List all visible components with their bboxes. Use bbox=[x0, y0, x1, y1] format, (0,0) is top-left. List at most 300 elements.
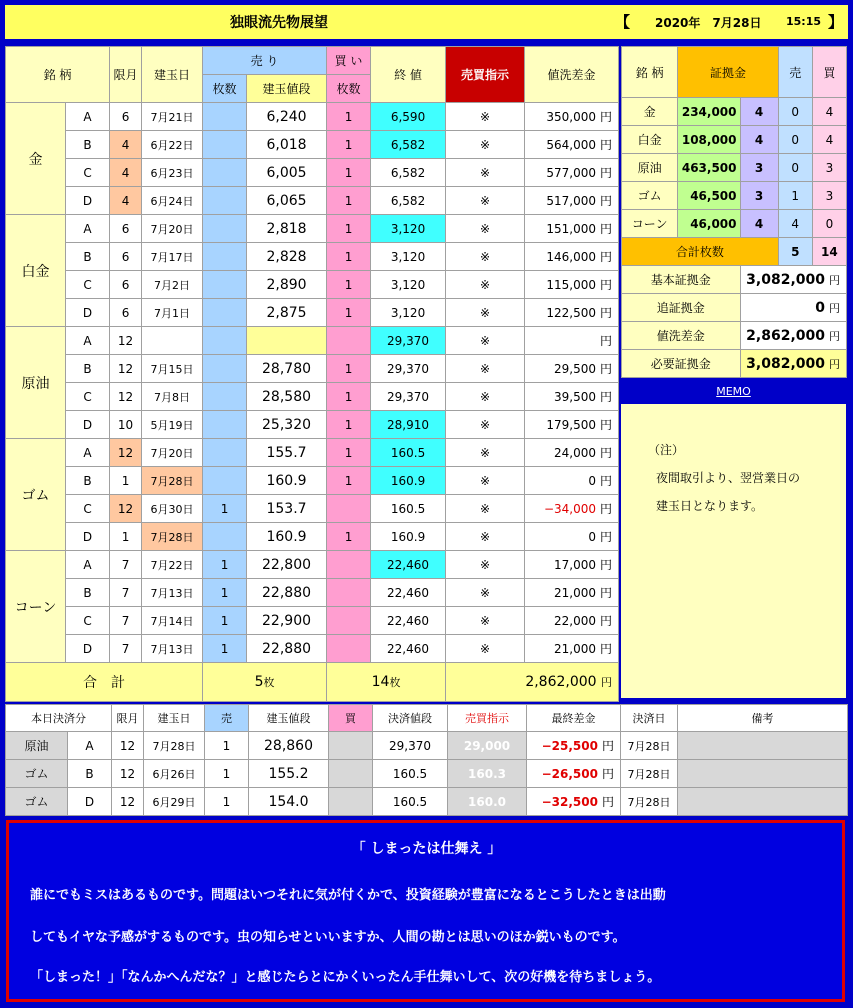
buy-count: 1 bbox=[327, 523, 371, 551]
header-owarine: 終 値 bbox=[371, 47, 446, 103]
open-date: 7月8日 bbox=[142, 383, 203, 411]
settle-open-date: 7月28日 bbox=[144, 732, 205, 760]
yen-unit: 円 bbox=[600, 502, 613, 516]
margin-name: コーン bbox=[622, 210, 678, 238]
buy-count: 1 bbox=[327, 103, 371, 131]
open-date: 5月19日 bbox=[142, 411, 203, 439]
valuation-diff-value: 29,500 bbox=[554, 362, 597, 376]
contract-month: 7 bbox=[110, 579, 142, 607]
valuation-diff-value: 21,000 bbox=[554, 586, 597, 600]
open-price: 22,900 bbox=[247, 607, 327, 635]
open-price: 28,780 bbox=[247, 355, 327, 383]
valuation-diff bbox=[525, 187, 619, 215]
contract-label: A bbox=[66, 327, 110, 355]
position-row bbox=[6, 271, 619, 299]
summary-value bbox=[740, 266, 847, 294]
settle-month: 12 bbox=[112, 788, 144, 816]
contract-month: 12 bbox=[110, 439, 142, 467]
instruction-mark: ※ bbox=[446, 327, 525, 355]
yen-unit: 円 bbox=[600, 166, 613, 180]
instruction-mark: ※ bbox=[446, 243, 525, 271]
yen-unit: 円 bbox=[600, 362, 613, 376]
instruction-mark: ※ bbox=[446, 411, 525, 439]
settle-name: ゴム bbox=[6, 788, 68, 816]
valuation-diff bbox=[525, 635, 619, 663]
settle-header-kessai: 決済値段 bbox=[373, 705, 448, 732]
settle-price: 160.5 bbox=[373, 760, 448, 788]
contract-month: 7 bbox=[110, 635, 142, 663]
open-date: 6月24日 bbox=[142, 187, 203, 215]
contract-month: 4 bbox=[110, 187, 142, 215]
memo-line-3: 建玉日となります。 bbox=[656, 499, 764, 513]
yen-unit: 円 bbox=[600, 614, 613, 628]
instruction-mark: ※ bbox=[446, 131, 525, 159]
sell-count bbox=[203, 131, 247, 159]
position-row bbox=[6, 607, 619, 635]
valuation-diff bbox=[525, 439, 619, 467]
contract-label: D bbox=[66, 523, 110, 551]
instruction-mark: ※ bbox=[446, 439, 525, 467]
buy-count: 1 bbox=[327, 159, 371, 187]
settle-date: 7月28日 bbox=[621, 788, 678, 816]
total-sell bbox=[203, 663, 327, 702]
side-total-label: 合計枚数 bbox=[622, 238, 779, 266]
close-price: 22,460 bbox=[371, 551, 446, 579]
yen-unit: 円 bbox=[600, 642, 613, 656]
sell-count bbox=[203, 243, 247, 271]
instruction-mark: ※ bbox=[446, 159, 525, 187]
open-date: 7月22日 bbox=[142, 551, 203, 579]
valuation-diff bbox=[525, 131, 619, 159]
margin-lots: 4 bbox=[740, 98, 778, 126]
total-label: 合 計 bbox=[6, 663, 203, 702]
margin-buy: 3 bbox=[812, 182, 846, 210]
margin-row bbox=[622, 210, 847, 238]
open-date bbox=[142, 327, 203, 355]
group-name: 金 bbox=[6, 103, 66, 215]
close-price: 29,370 bbox=[371, 355, 446, 383]
summary-label: 追証拠金 bbox=[622, 294, 741, 322]
settle-price: 160.5 bbox=[373, 788, 448, 816]
position-row bbox=[6, 187, 619, 215]
summary-row bbox=[622, 266, 847, 294]
instruction-mark: ※ bbox=[446, 215, 525, 243]
instruction-mark: ※ bbox=[446, 383, 525, 411]
margin-lots: 3 bbox=[740, 154, 778, 182]
yen-unit: 円 bbox=[601, 739, 614, 753]
settle-header-title: 本日決済分 bbox=[6, 705, 112, 732]
open-price: 22,880 bbox=[247, 579, 327, 607]
total-diff-value: 2,862,000 bbox=[525, 674, 597, 690]
position-row bbox=[6, 355, 619, 383]
settle-final-diff bbox=[527, 760, 621, 788]
settle-name: ゴム bbox=[6, 760, 68, 788]
side-header-uri: 売 bbox=[778, 47, 812, 98]
valuation-diff bbox=[525, 467, 619, 495]
total-sell-unit: 枚 bbox=[263, 676, 275, 689]
settle-month: 12 bbox=[112, 732, 144, 760]
header-tatebi: 建玉日 bbox=[142, 47, 203, 103]
total-sell-value: 5 bbox=[254, 674, 264, 690]
settle-final-diff bbox=[527, 788, 621, 816]
yen-unit: 円 bbox=[600, 306, 613, 320]
message-line-2: してもイヤな予感がするものです。虫の知らせといいますか、人間の勘とは思いのほか鋭いものです。 bbox=[30, 930, 626, 945]
position-row bbox=[6, 299, 619, 327]
contract-month: 6 bbox=[110, 299, 142, 327]
total-buy-value: 14 bbox=[371, 674, 390, 690]
close-price: 160.5 bbox=[371, 495, 446, 523]
contract-month: 7 bbox=[110, 551, 142, 579]
valuation-diff bbox=[525, 215, 619, 243]
open-price: 160.9 bbox=[247, 523, 327, 551]
sell-count bbox=[203, 439, 247, 467]
header-uri: 売 り bbox=[203, 47, 327, 75]
open-date: 6月30日 bbox=[142, 495, 203, 523]
memo-line-1: （注） bbox=[648, 443, 685, 457]
buy-count: 1 bbox=[327, 299, 371, 327]
contract-label: B bbox=[66, 131, 110, 159]
sell-count: 1 bbox=[203, 607, 247, 635]
settle-final-diff-value: −32,500 bbox=[541, 795, 598, 809]
settle-open-price: 155.2 bbox=[249, 760, 329, 788]
message-title: 「 しまったは仕舞え 」 bbox=[351, 841, 502, 857]
title-bracket-left: 【 bbox=[615, 13, 631, 31]
yen-unit: 円 bbox=[601, 795, 614, 809]
position-row bbox=[6, 439, 619, 467]
valuation-diff bbox=[525, 551, 619, 579]
contract-month: 10 bbox=[110, 411, 142, 439]
settle-note bbox=[678, 760, 848, 788]
margin-lots: 4 bbox=[740, 210, 778, 238]
memo-line-2: 夜間取引より、翌営業日の bbox=[656, 471, 801, 485]
open-date: 7月1日 bbox=[142, 299, 203, 327]
sell-count: 1 bbox=[203, 551, 247, 579]
total-diff bbox=[446, 663, 619, 702]
close-price: 22,460 bbox=[371, 607, 446, 635]
valuation-diff-value: −34,000 bbox=[543, 502, 597, 516]
sell-count bbox=[203, 523, 247, 551]
valuation-diff-value: 517,000 bbox=[546, 194, 597, 208]
valuation-diff-value: 39,500 bbox=[554, 390, 597, 404]
open-date: 7月13日 bbox=[142, 635, 203, 663]
settle-label: B bbox=[68, 760, 112, 788]
instruction-mark: ※ bbox=[446, 355, 525, 383]
buy-count: 1 bbox=[327, 411, 371, 439]
sell-count bbox=[203, 299, 247, 327]
valuation-diff-value: 564,000 bbox=[546, 138, 597, 152]
open-price: 6,240 bbox=[247, 103, 327, 131]
contract-label: D bbox=[66, 411, 110, 439]
close-price: 6,590 bbox=[371, 103, 446, 131]
yen-unit: 円 bbox=[600, 334, 613, 348]
message-line-3: 「しまった！」「なんかへんだな？」と感じたらとにかくいったん手仕舞いして、次の好機を待ちましょう。 bbox=[30, 970, 661, 985]
title-date: 2020年 7月28日 bbox=[655, 16, 762, 30]
settlement-row bbox=[6, 760, 848, 788]
yen-unit: 円 bbox=[600, 446, 613, 460]
open-date: 7月20日 bbox=[142, 439, 203, 467]
margin-row bbox=[622, 126, 847, 154]
message-line-1: 誰にでもミスはあるものです。問題はいつそれに気が付くかで、投資経験が豊富になるとこうしたときは出動 bbox=[30, 888, 666, 903]
valuation-diff bbox=[525, 411, 619, 439]
title-time: 15:15 bbox=[786, 15, 822, 28]
yen-unit: 円 bbox=[600, 138, 613, 152]
summary-label: 必要証拠金 bbox=[622, 350, 741, 378]
close-price: 3,120 bbox=[371, 299, 446, 327]
margin-lots: 3 bbox=[740, 182, 778, 210]
settlement-table bbox=[5, 704, 848, 816]
contract-month: 12 bbox=[110, 327, 142, 355]
open-price: 28,580 bbox=[247, 383, 327, 411]
settle-label: D bbox=[68, 788, 112, 816]
sell-count bbox=[203, 271, 247, 299]
valuation-diff bbox=[525, 271, 619, 299]
valuation-diff bbox=[525, 383, 619, 411]
valuation-diff bbox=[525, 579, 619, 607]
contract-label: A bbox=[66, 551, 110, 579]
settle-open-date: 6月29日 bbox=[144, 788, 205, 816]
valuation-diff bbox=[525, 103, 619, 131]
position-row bbox=[6, 635, 619, 663]
close-price: 160.9 bbox=[371, 467, 446, 495]
position-row bbox=[6, 411, 619, 439]
contract-month: 6 bbox=[110, 103, 142, 131]
open-price bbox=[247, 327, 327, 355]
contract-label: A bbox=[66, 439, 110, 467]
side-header-shoko: 証拠金 bbox=[678, 47, 778, 98]
margin-buy: 4 bbox=[812, 98, 846, 126]
settle-date: 7月28日 bbox=[621, 732, 678, 760]
buy-count bbox=[327, 327, 371, 355]
contract-label: D bbox=[66, 187, 110, 215]
buy-count: 1 bbox=[327, 383, 371, 411]
group-name: コーン bbox=[6, 551, 66, 663]
yen-unit: 円 bbox=[829, 329, 840, 343]
group-name: 白金 bbox=[6, 215, 66, 327]
total-yen: 円 bbox=[601, 676, 613, 689]
side-header-kai: 買 bbox=[812, 47, 846, 98]
close-price: 29,370 bbox=[371, 383, 446, 411]
contract-label: B bbox=[66, 355, 110, 383]
margin-sell: 4 bbox=[778, 210, 812, 238]
open-date: 7月17日 bbox=[142, 243, 203, 271]
contract-label: C bbox=[66, 495, 110, 523]
total-buy bbox=[327, 663, 446, 702]
settlement-row bbox=[6, 788, 848, 816]
margin-amount: 108,000 bbox=[678, 126, 740, 154]
header-tatene: 建玉値段 bbox=[247, 75, 327, 103]
settle-header-uri: 売 bbox=[205, 705, 249, 732]
yen-unit: 円 bbox=[829, 273, 840, 287]
contract-month: 6 bbox=[110, 243, 142, 271]
open-date: 6月23日 bbox=[142, 159, 203, 187]
margin-table bbox=[621, 46, 847, 378]
memo-text bbox=[648, 436, 800, 520]
valuation-diff bbox=[525, 495, 619, 523]
position-row bbox=[6, 327, 619, 355]
close-price: 29,370 bbox=[371, 327, 446, 355]
open-price: 22,880 bbox=[247, 635, 327, 663]
yen-unit: 円 bbox=[601, 767, 614, 781]
margin-amount: 234,000 bbox=[678, 98, 740, 126]
settle-header-baibai: 売買指示 bbox=[448, 705, 527, 732]
summary-label: 値洗差金 bbox=[622, 322, 741, 350]
contract-month: 7 bbox=[110, 607, 142, 635]
page-title: 独眼流先物展望 bbox=[230, 15, 328, 31]
sell-count bbox=[203, 383, 247, 411]
margin-name: 金 bbox=[622, 98, 678, 126]
contract-month: 1 bbox=[110, 523, 142, 551]
buy-count: 1 bbox=[327, 439, 371, 467]
settle-header-gengetsu: 限月 bbox=[112, 705, 144, 732]
contract-month: 12 bbox=[110, 383, 142, 411]
contract-label: D bbox=[66, 635, 110, 663]
valuation-diff-value: 21,000 bbox=[554, 642, 597, 656]
instruction-mark: ※ bbox=[446, 635, 525, 663]
open-price: 6,065 bbox=[247, 187, 327, 215]
margin-row bbox=[622, 182, 847, 210]
yen-unit: 円 bbox=[600, 222, 613, 236]
contract-label: A bbox=[66, 103, 110, 131]
settle-label: A bbox=[68, 732, 112, 760]
open-price: 2,890 bbox=[247, 271, 327, 299]
position-row bbox=[6, 131, 619, 159]
contract-label: C bbox=[66, 607, 110, 635]
sell-count: 1 bbox=[203, 635, 247, 663]
settlement-row bbox=[6, 732, 848, 760]
buy-count: 1 bbox=[327, 243, 371, 271]
contract-month: 12 bbox=[110, 355, 142, 383]
contract-label: A bbox=[66, 215, 110, 243]
settle-header-tatene: 建玉値段 bbox=[249, 705, 329, 732]
contract-month: 4 bbox=[110, 159, 142, 187]
settle-sell: 1 bbox=[205, 788, 249, 816]
position-row bbox=[6, 495, 619, 523]
open-date: 7月28日 bbox=[142, 523, 203, 551]
close-price: 3,120 bbox=[371, 215, 446, 243]
settle-final-diff-value: −25,500 bbox=[541, 739, 598, 753]
buy-count bbox=[327, 607, 371, 635]
position-row bbox=[6, 243, 619, 271]
valuation-diff bbox=[525, 327, 619, 355]
summary-row bbox=[622, 294, 847, 322]
instruction-mark: ※ bbox=[446, 579, 525, 607]
positions-table bbox=[5, 46, 619, 702]
yen-unit: 円 bbox=[600, 110, 613, 124]
margin-buy: 3 bbox=[812, 154, 846, 182]
buy-count: 1 bbox=[327, 467, 371, 495]
settle-month: 12 bbox=[112, 760, 144, 788]
side-header-meigara: 銘 柄 bbox=[622, 47, 678, 98]
close-price: 22,460 bbox=[371, 635, 446, 663]
open-price: 2,828 bbox=[247, 243, 327, 271]
valuation-diff-value: 24,000 bbox=[554, 446, 597, 460]
settle-price: 29,370 bbox=[373, 732, 448, 760]
settle-instruction: 160.3 bbox=[448, 760, 527, 788]
settle-header-biko: 備考 bbox=[678, 705, 848, 732]
memo-label[interactable]: MEMO bbox=[621, 380, 846, 404]
sell-count bbox=[203, 159, 247, 187]
position-row bbox=[6, 383, 619, 411]
close-price: 160.9 bbox=[371, 523, 446, 551]
settle-open-price: 154.0 bbox=[249, 788, 329, 816]
open-date: 7月13日 bbox=[142, 579, 203, 607]
settle-final-diff bbox=[527, 732, 621, 760]
total-buy-unit: 枚 bbox=[389, 676, 401, 689]
close-price: 28,910 bbox=[371, 411, 446, 439]
contract-label: C bbox=[66, 159, 110, 187]
contract-label: D bbox=[66, 299, 110, 327]
summary-amount: 0 bbox=[815, 299, 825, 316]
valuation-diff bbox=[525, 159, 619, 187]
settle-note bbox=[678, 732, 848, 760]
sell-count bbox=[203, 411, 247, 439]
valuation-diff-value: 115,000 bbox=[546, 278, 597, 292]
summary-label: 基本証拠金 bbox=[622, 266, 741, 294]
instruction-mark: ※ bbox=[446, 551, 525, 579]
header-gengetsu: 限月 bbox=[110, 47, 142, 103]
margin-buy: 0 bbox=[812, 210, 846, 238]
open-price: 2,818 bbox=[247, 215, 327, 243]
margin-amount: 46,500 bbox=[678, 182, 740, 210]
position-row bbox=[6, 551, 619, 579]
yen-unit: 円 bbox=[600, 558, 613, 572]
open-date: 6月22日 bbox=[142, 131, 203, 159]
yen-unit: 円 bbox=[600, 194, 613, 208]
open-price: 153.7 bbox=[247, 495, 327, 523]
open-date: 7月15日 bbox=[142, 355, 203, 383]
sell-count: 1 bbox=[203, 495, 247, 523]
margin-sell: 0 bbox=[778, 98, 812, 126]
margin-sell: 0 bbox=[778, 154, 812, 182]
settle-header-kai: 買 bbox=[329, 705, 373, 732]
open-date: 7月2日 bbox=[142, 271, 203, 299]
open-price: 155.7 bbox=[247, 439, 327, 467]
valuation-diff-value: 22,000 bbox=[554, 614, 597, 628]
sell-count bbox=[203, 327, 247, 355]
yen-unit: 円 bbox=[600, 390, 613, 404]
open-price: 160.9 bbox=[247, 467, 327, 495]
settle-header-kessaibi: 決済日 bbox=[621, 705, 678, 732]
header-kai: 買 い bbox=[327, 47, 371, 75]
settle-header-tatebi: 建玉日 bbox=[144, 705, 205, 732]
side-total-sell: 5 bbox=[778, 238, 812, 266]
margin-sell: 1 bbox=[778, 182, 812, 210]
group-name: ゴム bbox=[6, 439, 66, 551]
yen-unit: 円 bbox=[829, 357, 840, 371]
buy-count bbox=[327, 579, 371, 607]
settle-date: 7月28日 bbox=[621, 760, 678, 788]
settle-name: 原油 bbox=[6, 732, 68, 760]
valuation-diff bbox=[525, 355, 619, 383]
open-date: 7月21日 bbox=[142, 103, 203, 131]
summary-amount: 3,082,000 bbox=[746, 271, 825, 288]
instruction-mark: ※ bbox=[446, 467, 525, 495]
summary-value bbox=[740, 294, 847, 322]
open-date: 7月28日 bbox=[142, 467, 203, 495]
position-row bbox=[6, 159, 619, 187]
sell-count bbox=[203, 187, 247, 215]
summary-amount: 3,082,000 bbox=[746, 355, 825, 372]
valuation-diff-value: 0 bbox=[588, 530, 597, 544]
header-nearai: 値洗差金 bbox=[525, 47, 619, 103]
valuation-diff bbox=[525, 243, 619, 271]
valuation-diff-value: 146,000 bbox=[546, 250, 597, 264]
valuation-diff-value: 0 bbox=[588, 474, 597, 488]
buy-count: 1 bbox=[327, 355, 371, 383]
open-price: 6,018 bbox=[247, 131, 327, 159]
margin-row bbox=[622, 98, 847, 126]
buy-count: 1 bbox=[327, 131, 371, 159]
